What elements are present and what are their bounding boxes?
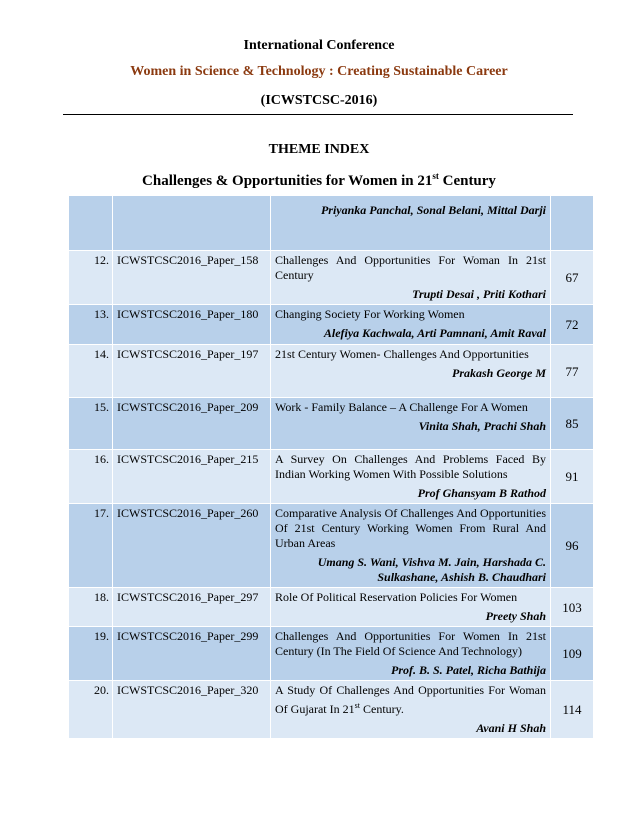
page-number: 67 (551, 251, 594, 305)
paper-cell (271, 251, 551, 305)
paper-id: ICWSTCSC2016_Paper_158 (113, 251, 271, 305)
paper-cell (271, 504, 551, 588)
page-number: 109 (551, 627, 594, 681)
page-number: 85 (551, 398, 594, 450)
paper-cell (271, 681, 551, 739)
table-row (69, 588, 594, 627)
paper-id: ICWSTCSC2016_Paper_215 (113, 450, 271, 504)
paper-authors: Vinita Shah, Prachi Shah (418, 419, 546, 433)
page-number: 77 (551, 345, 594, 398)
paper-authors: Priyanka Panchal, Sonal Belani, Mittal Darji (320, 203, 546, 217)
paper-cell (271, 345, 551, 398)
page-number: 91 (551, 450, 594, 504)
paper-authors: Alefiya Kachwala, Arti Pamnani, Amit Raval (323, 326, 546, 340)
paper-title: Challenges And Opportunities For Woman In 21st Century (275, 253, 546, 282)
paper-id: ICWSTCSC2016_Paper_260 (113, 504, 271, 588)
row-number: 17. (69, 504, 113, 588)
paper-title: A Study Of Challenges And Opportunities For Woman Of Gujarat In 21st Century. (275, 683, 546, 716)
page-number (551, 196, 594, 251)
paper-cell (271, 305, 551, 345)
paper-title: Role Of Political Reservation Policies For Women (275, 590, 518, 604)
paper-cell (271, 398, 551, 450)
paper-title: Comparative Analysis Of Challenges And Opportunities Of 21st Century Working Women From Rural And Urban Areas (275, 506, 546, 550)
table-row (69, 681, 594, 739)
paper-title: Work - Family Balance – A Challenge For A Women (275, 400, 528, 414)
table-row (69, 450, 594, 504)
row-number: 13. (69, 305, 113, 345)
table-row (69, 504, 594, 588)
page-number: 96 (551, 504, 594, 588)
theme-index-table (68, 195, 594, 739)
row-number: 18. (69, 588, 113, 627)
paper-authors: Preety Shah (485, 609, 546, 623)
page-number: 114 (551, 681, 594, 739)
conference-theme-title: Women in Science & Technology : Creating Sustainable Career (130, 64, 508, 79)
paper-cell (271, 588, 551, 627)
page-number: 103 (551, 588, 594, 627)
table-row (69, 398, 594, 450)
paper-id: ICWSTCSC2016_Paper_180 (113, 305, 271, 345)
paper-title: Challenges And Opportunities For Women In 21st Century (In The Field Of Science And Technology) (275, 629, 546, 658)
paper-title: 21st Century Women- Challenges And Opportunities (275, 347, 529, 361)
paper-authors: Trupti Desai , Priti Kothari (412, 287, 546, 301)
row-number: 12. (69, 251, 113, 305)
paper-authors: Prakash George M (451, 366, 546, 380)
paper-cell (271, 196, 551, 251)
paper-id: ICWSTCSC2016_Paper_299 (113, 627, 271, 681)
theme-index-label: THEME INDEX (268, 142, 370, 157)
row-number: 16. (69, 450, 113, 504)
row-number: 14. (69, 345, 113, 398)
paper-authors: Prof. B. S. Patel, Richa Bathija (390, 663, 546, 677)
header-divider (63, 114, 573, 115)
table-row (69, 345, 594, 398)
row-number (69, 196, 113, 251)
paper-cell (271, 627, 551, 681)
paper-id (113, 196, 271, 251)
table-row (69, 251, 594, 305)
paper-authors: Prof Ghansyam B Rathod (417, 486, 546, 500)
paper-id: ICWSTCSC2016_Paper_320 (113, 681, 271, 739)
paper-id: ICWSTCSC2016_Paper_209 (113, 398, 271, 450)
section-title: Challenges & Opportunities for Women in 21st Century (142, 171, 496, 189)
page-number: 72 (551, 305, 594, 345)
row-number: 15. (69, 398, 113, 450)
paper-id: ICWSTCSC2016_Paper_197 (113, 345, 271, 398)
conference-code: (ICWSTCSC-2016) (260, 93, 378, 108)
paper-id: ICWSTCSC2016_Paper_297 (113, 588, 271, 627)
row-number: 20. (69, 681, 113, 739)
paper-cell (271, 450, 551, 504)
conference-label: International Conference (243, 38, 395, 53)
row-number: 19. (69, 627, 113, 681)
paper-title: A Survey On Challenges And Problems Faced By Indian Working Women With Possible Solutions (275, 452, 546, 481)
table-row (69, 627, 594, 681)
paper-authors: Avani H Shah (476, 721, 546, 735)
paper-authors: Umang S. Wani, Vishva M. Jain, Harshada C. Sulkashane, Ashish B. Chaudhari (317, 555, 546, 584)
paper-title: Changing Society For Working Women (275, 307, 465, 321)
table-row (69, 305, 594, 345)
table-row (69, 196, 594, 251)
